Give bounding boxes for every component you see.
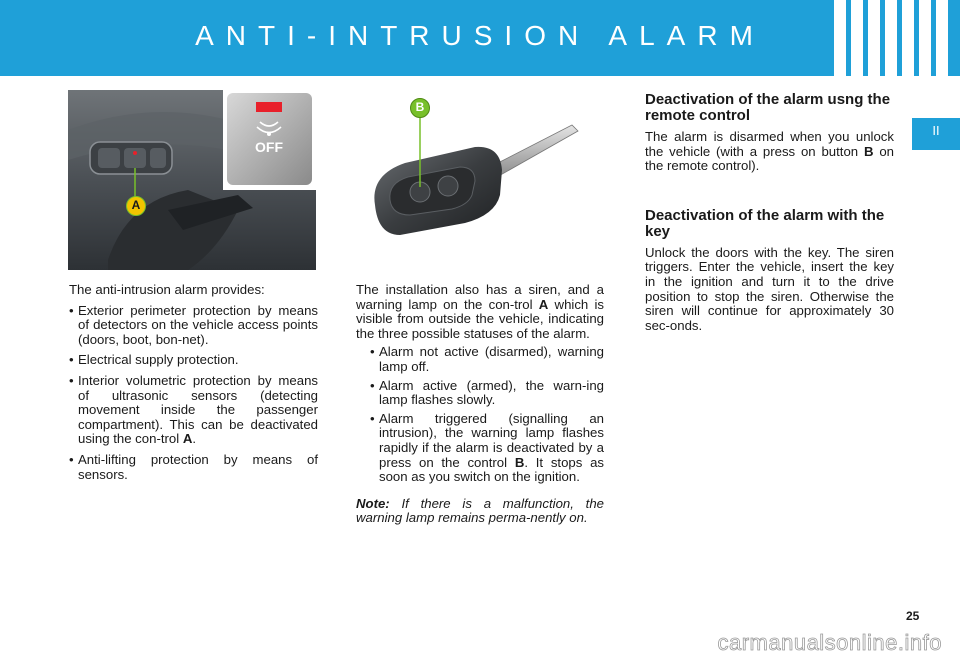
remote-key-photo <box>350 95 610 275</box>
list-item: • Exterior perimeter protection by means of detectors on the vehicle access points (doors, boot, bon-net). <box>69 304 318 348</box>
off-label: OFF <box>255 139 283 155</box>
key-deactivation-text: Unlock the doors with the key. The siren triggers. Enter the vehicle, insert the key in the ignition and turn it to the drive position to stop the siren. Otherwise the siren will continue for approximately 30 sec-onds. <box>645 244 894 333</box>
remote-deactivation-text: The alarm is disarmed when you unlock the vehicle (with a press on button B on the remote control). <box>645 129 895 174</box>
page-header <box>0 0 960 76</box>
list-item: • Interior volumetric protection by means of ultrasonic sensors (detecting movement inside the passenger compartment). This can be deactivated using the con-trol A. <box>69 374 318 447</box>
protection-list <box>69 304 318 483</box>
header-stripe <box>936 0 948 76</box>
page-title: ANTI-INTRUSION ALARM <box>195 20 765 51</box>
page-number: 25 <box>906 609 920 623</box>
list-item: • Alarm active (armed), the warn-ing lamp flashes slowly. <box>370 379 604 408</box>
header-stripes <box>834 0 948 76</box>
label-b-badge <box>410 98 430 118</box>
heading-remote-deactivation: Deactivation of the alarm usng the remote control <box>645 91 891 124</box>
installation-paragraph: The installation also has a siren, and a warning lamp on the con-trol A which is visible from outside the vehicle, indicating the three possible statuses of the alarm. <box>356 282 604 341</box>
header-stripe <box>919 0 931 76</box>
remote-key-illustration <box>350 95 610 275</box>
note-paragraph: Note: If there is a malfunction, the warning lamp remains perma-nently on. <box>356 495 605 526</box>
dashboard-illustration <box>68 90 316 270</box>
column-deactivation <box>645 92 894 333</box>
column-installation <box>356 283 604 526</box>
list-item: • Alarm triggered (signalling an intrusion), the warning lamp flashes rapidly if the alarm is deactivated by a press on the control B. It stops as soon as you switch on the ignition. <box>370 412 604 485</box>
header-stripe <box>868 0 880 76</box>
header-stripe <box>834 0 846 76</box>
label-a: A <box>131 198 141 212</box>
header-stripe <box>885 0 897 76</box>
label-a-badge <box>126 196 146 216</box>
intro-text: The anti-intrusion alarm provides: <box>69 282 265 297</box>
list-item: • Alarm not active (disarmed), warning lamp off. <box>370 345 604 374</box>
label-b: B <box>415 100 425 114</box>
column-alarm-provides <box>69 283 318 482</box>
list-item: • Electrical supply protection. <box>69 353 318 368</box>
header-stripe <box>851 0 863 76</box>
heading-key-deactivation: Deactivation of the alarm with the key <box>645 206 885 240</box>
chapter-tab: II <box>912 118 960 150</box>
status-list <box>370 345 604 484</box>
dashboard-photo <box>68 90 316 270</box>
list-item: • Anti-lifting protection by means of sensors. <box>69 453 318 482</box>
watermark: carmanualsonline.info <box>717 630 942 655</box>
header-stripe <box>902 0 914 76</box>
